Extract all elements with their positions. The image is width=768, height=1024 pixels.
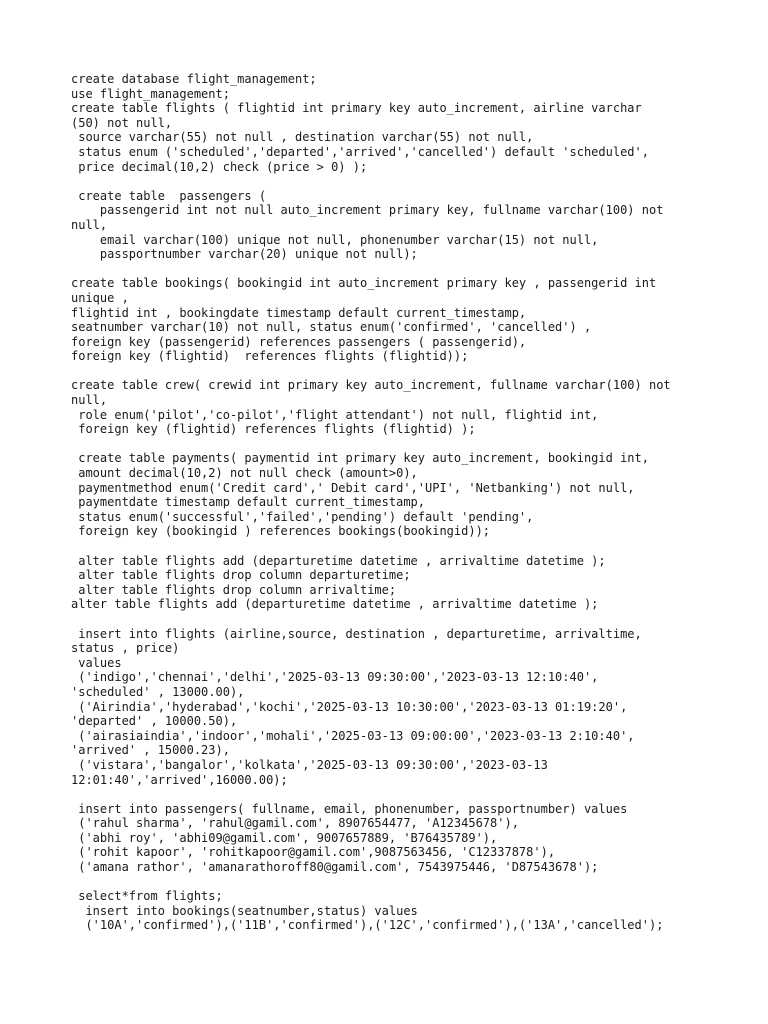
code-line: use flight_management; xyxy=(71,86,230,101)
code-line: amount decimal(10,2) not null check (amount>0), xyxy=(71,466,418,481)
code-line: 'arrived' , 15000.23), xyxy=(71,743,230,758)
code-line: insert into passengers( fullname, email, phonenumber, passportnumber) values xyxy=(71,801,628,816)
code-line: passportnumber varchar(20) unique not null); xyxy=(71,247,418,262)
code-line: 12:01:40','arrived',16000.00); xyxy=(71,772,288,787)
code-line: ('indigo','chennai','delhi','2025-03-13 09:30:00','2023-03-13 12:10:40', xyxy=(71,670,599,685)
code-line: ('rahul sharma', 'rahul@gamil.com', 8907654477, 'A12345678'), xyxy=(71,816,519,831)
code-line: 'scheduled' , 13000.00), xyxy=(71,684,245,699)
code-line: status enum('successful','failed','pending') default 'pending', xyxy=(71,509,534,524)
code-line: null, xyxy=(71,217,108,232)
code-line: null, xyxy=(71,393,108,408)
blank-line xyxy=(71,262,761,277)
code-line: 'departed' , 10000.50), xyxy=(71,714,238,729)
code-line: alter table flights drop column arrivaltime; xyxy=(71,582,397,597)
code-line: create table crew( crewid int primary key auto_increment, fullname varchar(100) not xyxy=(71,378,671,393)
blank-line xyxy=(71,174,761,189)
code-line: ('rohit kapoor', 'rohitkapoor@gamil.com',9087563456, 'C12337878'), xyxy=(71,845,556,860)
code-line: ('amana rathor', 'amanarathoroff80@gamil.com', 7543975446, 'D87543678'); xyxy=(71,860,599,875)
blank-line xyxy=(71,539,761,554)
code-line: insert into bookings(seatnumber,status) values xyxy=(71,903,418,918)
code-line: alter table flights add (departuretime datetime , arrivaltime datetime ); xyxy=(71,597,599,612)
code-line: select*from flights; xyxy=(71,889,223,904)
code-line: status , price) xyxy=(71,641,180,656)
code-line: foreign key (passengerid) references passengers ( passengerid), xyxy=(71,334,527,349)
code-line: foreign key (bookingid ) references bookings(bookingid)); xyxy=(71,524,491,539)
blank-line xyxy=(71,787,761,802)
code-line: unique , xyxy=(71,290,129,305)
code-line: values xyxy=(71,655,122,670)
code-line: status enum ('scheduled','departed','arrived','cancelled') default 'scheduled', xyxy=(71,144,649,159)
code-line: ('vistara','bangalor','kolkata','2025-03-13 09:30:00','2023-03-13 xyxy=(71,757,548,772)
code-line: insert into flights (airline,source, destination , departuretime, arrivaltime, xyxy=(71,626,642,641)
code-line: create table payments( paymentid int primary key auto_increment, bookingid int, xyxy=(71,451,649,466)
code-line: email varchar(100) unique not null, phonenumber varchar(15) not null, xyxy=(71,232,599,247)
code-line: seatnumber varchar(10) not null, status enum('confirmed', 'cancelled') , xyxy=(71,320,592,335)
code-line: ('airasiaindia','indoor','mohali','2025-03-13 09:00:00','2023-03-13 2:10:40', xyxy=(71,728,635,743)
code-line: foreign key (flightid) references flights (flightid) ); xyxy=(71,422,476,437)
code-line: foreign key (flightid) references flights (flightid)); xyxy=(71,349,469,364)
code-line: passengerid int not null auto_increment primary key, fullname varchar(100) not xyxy=(71,203,664,218)
code-line: role enum('pilot','co-pilot','flight attendant') not null, flightid int, xyxy=(71,407,599,422)
code-line: alter table flights add (departuretime datetime , arrivaltime datetime ); xyxy=(71,553,606,568)
blank-line xyxy=(71,437,761,452)
code-line: flightid int , bookingdate timestamp default current_timestamp, xyxy=(71,305,527,320)
code-line: price decimal(10,2) check (price > 0) ); xyxy=(71,159,368,174)
code-line: paymentmethod enum('Credit card',' Debit card','UPI', 'Netbanking') not null, xyxy=(71,480,635,495)
blank-line xyxy=(71,875,761,890)
sql-code-block xyxy=(71,72,761,933)
code-line: ('abhi roy', 'abhi09@gamil.com', 9007657889, 'B76435789'), xyxy=(71,830,498,845)
code-line: create table bookings( bookingid int auto_increment primary key , passengerid int xyxy=(71,276,657,291)
code-line: paymentdate timestamp default current_timestamp, xyxy=(71,495,426,510)
code-line: source varchar(55) not null , destination varchar(55) not null, xyxy=(71,130,534,145)
blank-line xyxy=(71,364,761,379)
code-line: ('Airindia','hyderabad','kochi','2025-03-13 10:30:00','2023-03-13 01:19:20', xyxy=(71,699,628,714)
code-line: alter table flights drop column departuretime; xyxy=(71,568,411,583)
code-line: (50) not null, xyxy=(71,115,173,130)
code-line: create table flights ( flightid int primary key auto_increment, airline varchar xyxy=(71,101,642,116)
code-line: create database flight_management; xyxy=(71,72,317,86)
blank-line xyxy=(71,612,761,627)
code-line: create table passengers ( xyxy=(71,188,267,203)
code-line: ('10A','confirmed'),('11B','confirmed'),('12C','confirmed'),('13A','cancelled'); xyxy=(71,918,664,933)
